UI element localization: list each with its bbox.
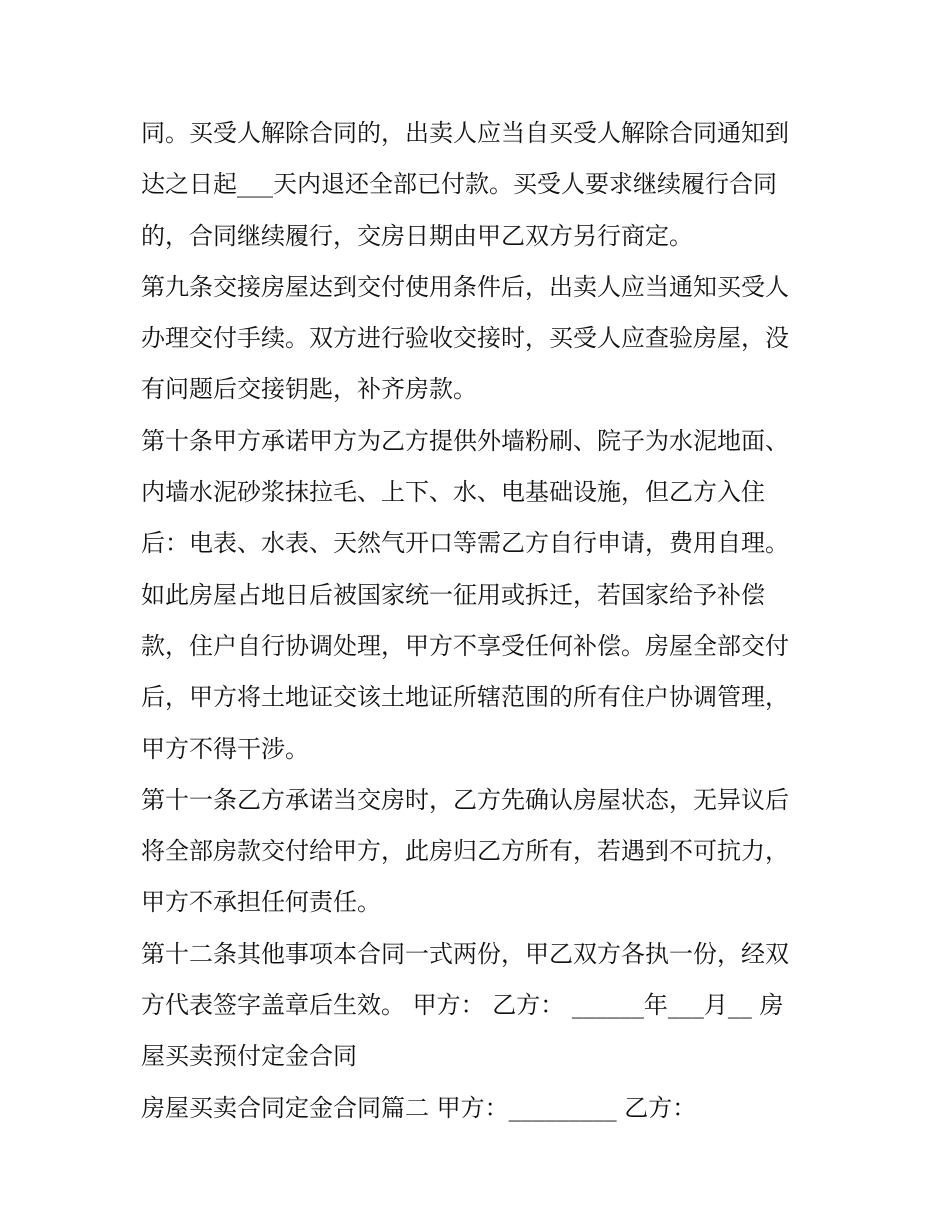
text-line: 第十二条其他事项本合同一式两份，甲乙双方各执一份，经双 [141,939,789,968]
text-line: 后，甲方将土地证交该土地证所辖范围的所有住户协调管理， [141,683,789,712]
text-line: 屋买卖预付定金合同 [141,1042,357,1071]
text-line: 达之日起___天内退还全部已付款。买受人要求继续履行合同 [141,170,777,199]
text-line: 后：电表、水表、天然气开口等需乙方自行申请，费用自理。 [141,529,789,558]
text-line: 如此房屋占地日后被国家统一征用或拆迁，若国家给予补偿 [141,580,765,609]
text-line: 甲方不承担任何责任。 [141,888,381,917]
text-line: 房屋买卖合同定金合同篇二 甲方：_________ 乙方： [141,1093,697,1122]
text-line: 同。买受人解除合同的，出卖人应当自买受人解除合同通知到 [141,119,789,147]
text-line: 内墙水泥砂浆抹拉毛、上下、水、电基础设施，但乙方入住 [141,478,765,507]
text-line: 第十一条乙方承诺当交房时，乙方先确认房屋状态，无异议后 [141,785,789,814]
text-line: 有问题后交接钥匙，补齐房款。 [141,375,477,404]
text-line: 的，合同继续履行，交房日期由甲乙双方另行商定。 [141,221,693,250]
text-line: 第十条甲方承诺甲方为乙方提供外墙粉刷、院子为水泥地面、 [141,426,789,455]
text-line: 第九条交接房屋达到交付使用条件后，出卖人应当通知买受人 [141,272,789,301]
text-line: 款，住户自行协调处理，甲方不享受任何补偿。房屋全部交付 [141,631,789,660]
text-line: 方代表签字盖章后生效。 甲方： 乙方： ______年___月__ 房 [141,991,784,1020]
text-line: 将全部房款交付给甲方，此房归乙方所有，若遇到不可抗力， [141,837,789,866]
text-line: 甲方不得干涉。 [141,734,309,763]
text-line: 办理交付手续。双方进行验收交接时，买受人应查验房屋，没 [141,324,789,353]
contract-text [141,108,821,1134]
